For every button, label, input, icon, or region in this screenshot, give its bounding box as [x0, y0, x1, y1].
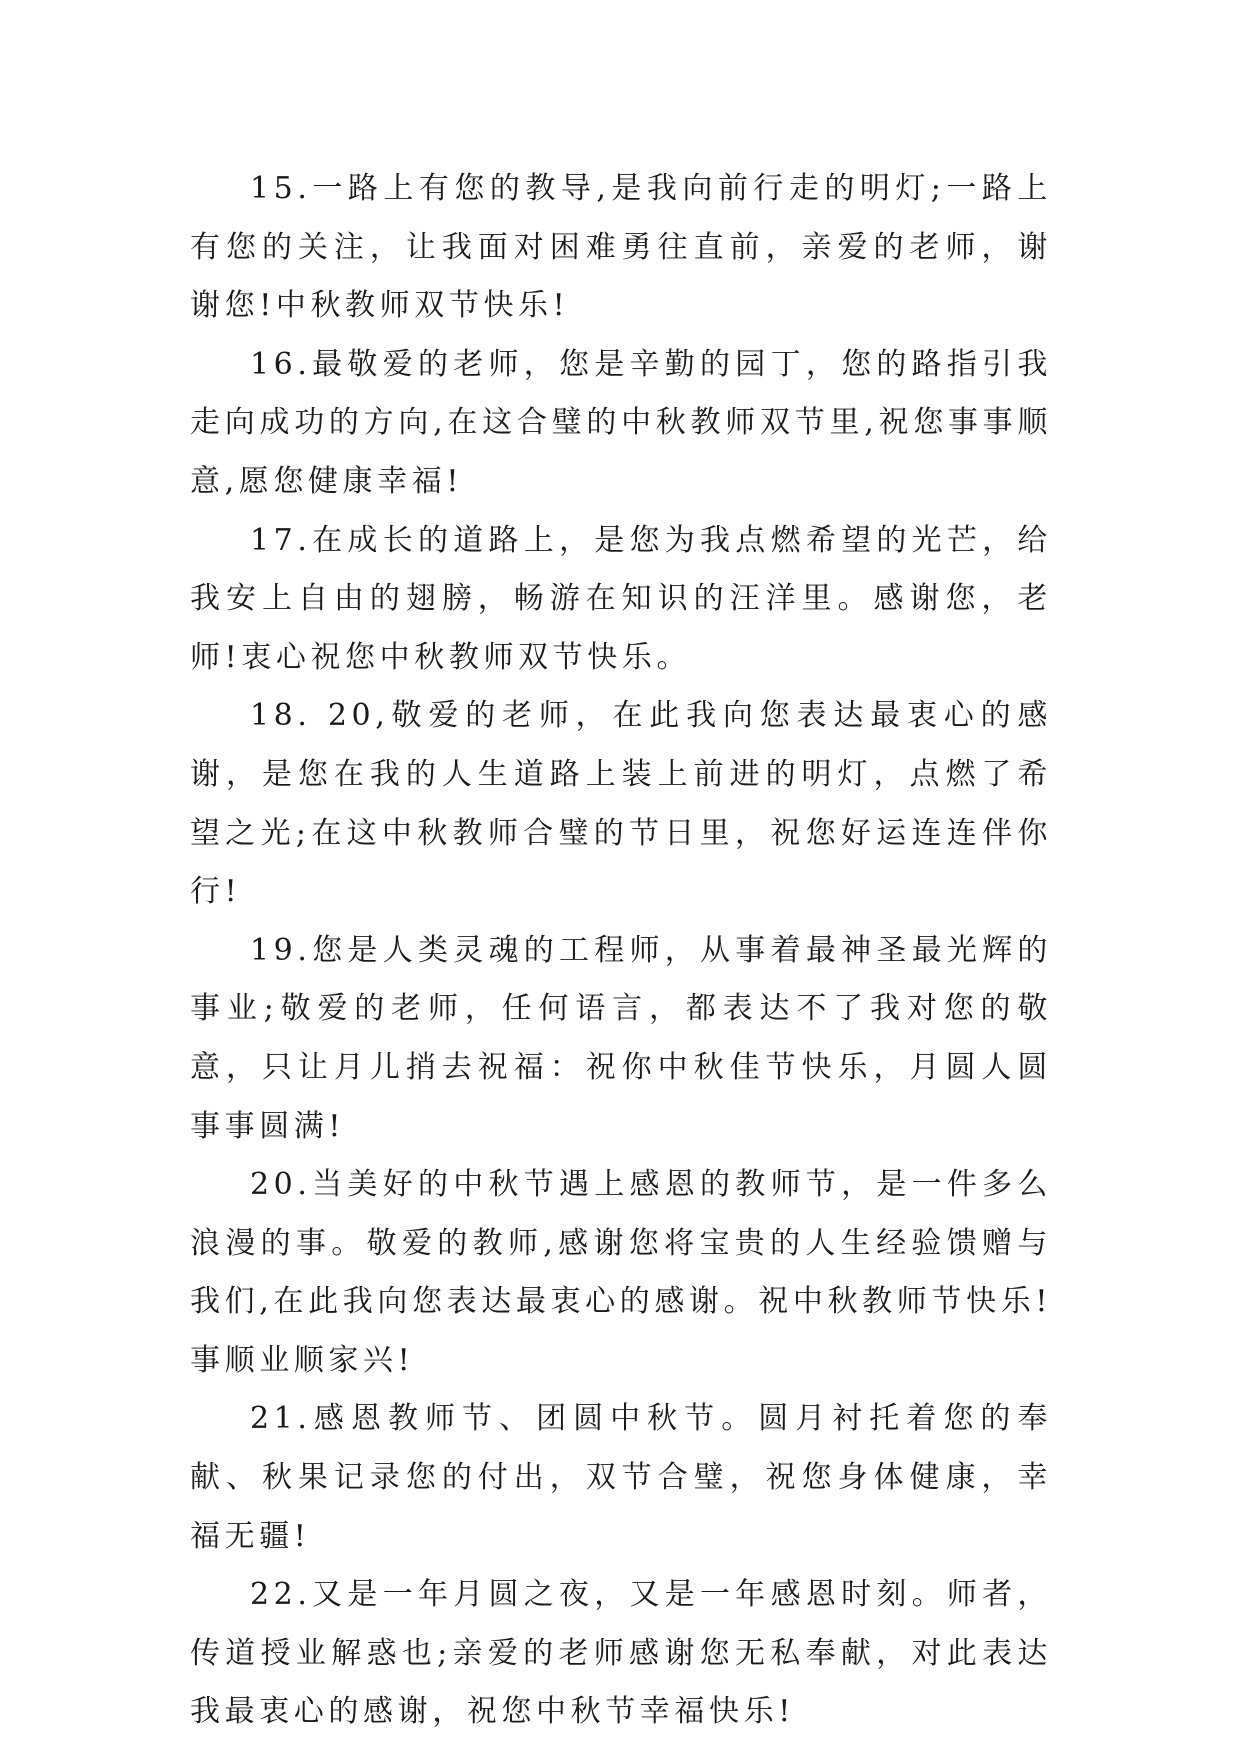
- paragraph-18: 18. 20,敬爱的老师，在此我向您表达最衷心的感谢，是您在我的人生道路上装上前进的明灯，点燃了希望之光;在这中秋教师合璧的节日里，祝您好运连连伴你行!: [190, 698, 1052, 910]
- paragraph-17: 17.在成长的道路上，是您为我点燃希望的光芒，给我安上自由的翅膀，畅游在知识的汪洋里。感谢您，老师!衷心祝您中秋教师双节快乐。: [190, 522, 1052, 675]
- paragraph-15: 15.一路上有您的教导,是我向前行走的明灯;一路上有您的关注，让我面对困难勇往直前，亲爱的老师，谢谢您!中秋教师双节快乐!: [190, 171, 1052, 324]
- paragraph-16: 16.最敬爱的老师，您是辛勤的园丁，您的路指引我走向成功的方向,在这合璧的中秋教师双节里,祝您事事顺意,愿您健康幸福!: [190, 346, 1052, 499]
- paragraph-21: 21.感恩教师节、团圆中秋节。圆月衬托着您的奉献、秋果记录您的付出，双节合璧，祝您身体健康，幸福无疆!: [190, 1401, 1052, 1554]
- paragraph-20: 20.当美好的中秋节遇上感恩的教师节，是一件多么浪漫的事。敬爱的教师,感谢您将宝贵的人生经验馈赠与我们,在此我向您表达最衷心的感谢。祝中秋教师节快乐!事顺业顺家兴!: [190, 1167, 1052, 1378]
- document-body: [190, 160, 1052, 1742]
- paragraph-22: 22.又是一年月圆之夜，又是一年感恩时刻。师者，传道授业解惑也;亲爱的老师感谢您无私奉献，对此表达我最衷心的感谢，祝您中秋节幸福快乐!: [190, 1577, 1052, 1730]
- paragraph-19: 19.您是人类灵魂的工程师，从事着最神圣最光辉的事业;敬爱的老师，任何语言，都表达不了我对您的敬意，只让月儿捎去祝福：祝你中秋佳节快乐，月圆人圆事事圆满!: [190, 932, 1052, 1144]
